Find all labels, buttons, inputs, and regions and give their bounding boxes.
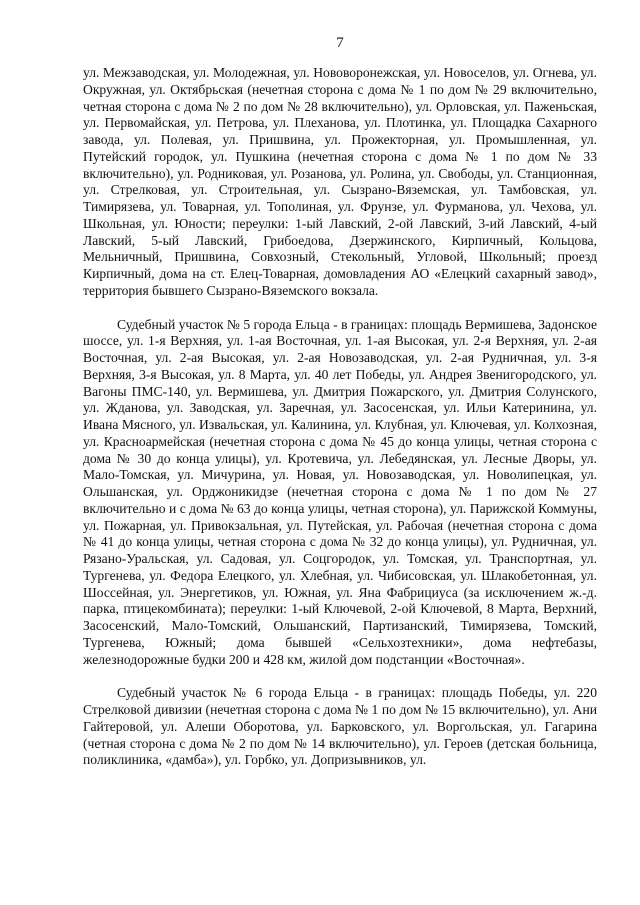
page-number: 7 (336, 35, 344, 51)
paragraph-court-district-5: Судебный участок № 5 города Ельца - в границах: площадь Вермишева, Задонское шоссе, ул. 1-я Верхняя, ул. 1-ая Восточная, ул. 1-ая Высокая, ул. 2-я Верхняя, ул. 2-ая Восточная, ул. 2-ая Высокая, ул. 2-ая Новозаводская, ул. 2-ая Рудничная, ул. 3-я Верхняя, 3-я Высокая, ул. 8 Марта, ул. 40 лет Победы, ул. Андрея Звенигородского, ул. Вагоны ПМС-140, ул. Вермишева, ул. Дмитрия Пожарского, ул. Дмитрия Солунского, ул. Жданова, ул. Заводская, ул. Заречная, ул. Засосенская, ул. Ильи Катеринина, ул. Ивана Мясного, ул. Извальская, ул. Калинина, ул. Клубная, ул. Ключевая, ул. Колхозная, ул. Красноармейская (нечетная сторона с дома № 45 до конца улицы, четная сторона с дома № 30 до конца улицы), ул. Кротевича, ул. Лебедянская, ул. Лесные Дворы, ул. Мало-Томская, ул. Мичурина, ул. Новая, ул. Новозаводская, ул. Новолипецкая, ул. Ольшанская, ул. Орджоникидзе (нечетная сторона с дома № 1 по дом № 27 включительно и с дома № 63 до конца улицы, четная сторона), ул. Парижской Коммуны, ул. Пожарная, ул. Привокзальная, ул. Путейская, ул. Рабочая (нечетная сторона с дома № 41 до конца улицы, четная сторона с дома № 32 до конца улицы), ул. Рудничная, ул. Рязано-Уральская, ул. Садовая, ул. Соцгородок, ул. Томская, ул. Транспортная, ул. Тургенева, ул. Федора Елецкого, ул. Хлебная, ул. Чибисовская, ул. Шлакобетонная, ул. Шоссейная, ул. Энергетиков, ул. Южная, ул. Яна Фабрициуса (за исключением ж.-д. парка, птицекомбината); переулки: 1-ый Ключевой, 2-ой Ключевой, 8 Марта, Верхний, Засосенский, Мало-Томский, Ольшанский, Партизанский, Тимирязева, Томский, Тургенева, Южный; дома бывшей «Сельхозтехники», дома нефтебазы, железнодорожные будки 200 и 428 км, жилой дом подстанции «Восточная». (83, 316, 597, 667)
paragraph-court-district-6: Судебный участок № 6 города Ельца - в границах: площадь Победы, ул. 220 Стрелковой дивизии (нечетная сторона с дома № 1 по дом № 15 включительно), ул. Ани Гайтеровой, ул. Алеши Оборотова, ул. Барковского, ул. Воргольская, ул. Гагарина (четная сторона с дома № 2 по дом № 14 включительно), ул. Героев (детская больница, поликлиника, «дамба»), ул. Горбко, ул. Допризывников, ул. (83, 685, 597, 768)
paragraph-continuation: ул. Межзаводская, ул. Молодежная, ул. Нововоронежская, ул. Новоселов, ул. Огнева, ул. Окружная, ул. Октябрьская (нечетная сторона с дома № 1 по дом № 29 включительно, четная сторона с дома № 2 по дом № 28 включительно), ул. Орловская, ул. Паженьская, ул. Первомайская, ул. Петрова, ул. Плеханова, ул. Плотинка, ул. Площадка Сахарного завода, ул. Полевая, ул. Пришвина, ул. Прожекторная, ул. Промышленная, ул. Путейский городок, ул. Пушкина (нечетная сторона с дома № 1 по дом № 33 включительно), ул. Родниковая, ул. Розанова, ул. Ролина, ул. Свободы, ул. Станционная, ул. Стрелковая, ул. Строительная, ул. Сызрано-Вяземская, ул. Тамбовская, ул. Тимирязева, ул. Товарная, ул. Тополиная, ул. Фрунзе, ул. Фурманова, ул. Чехова, ул. Школьная, ул. Юности; переулки: 1-ый Лавский, 2-ой Лавский, 3-ий Лавский, 4-ый Лавский, 5-ый Лавский, Грибоедова, Дзержинского, Кирпичный, Кольцова, Мельничный, Пришвина, Совхозный, Стекольный, Угловой, Школьный; проезд Кирпичный, дома на ст. Елец-Товарная, домовладения АО «Елецкий сахарный завод», территория бывшего Сызрано-Вяземского вокзала. (83, 65, 597, 298)
document-page (83, 34, 597, 769)
